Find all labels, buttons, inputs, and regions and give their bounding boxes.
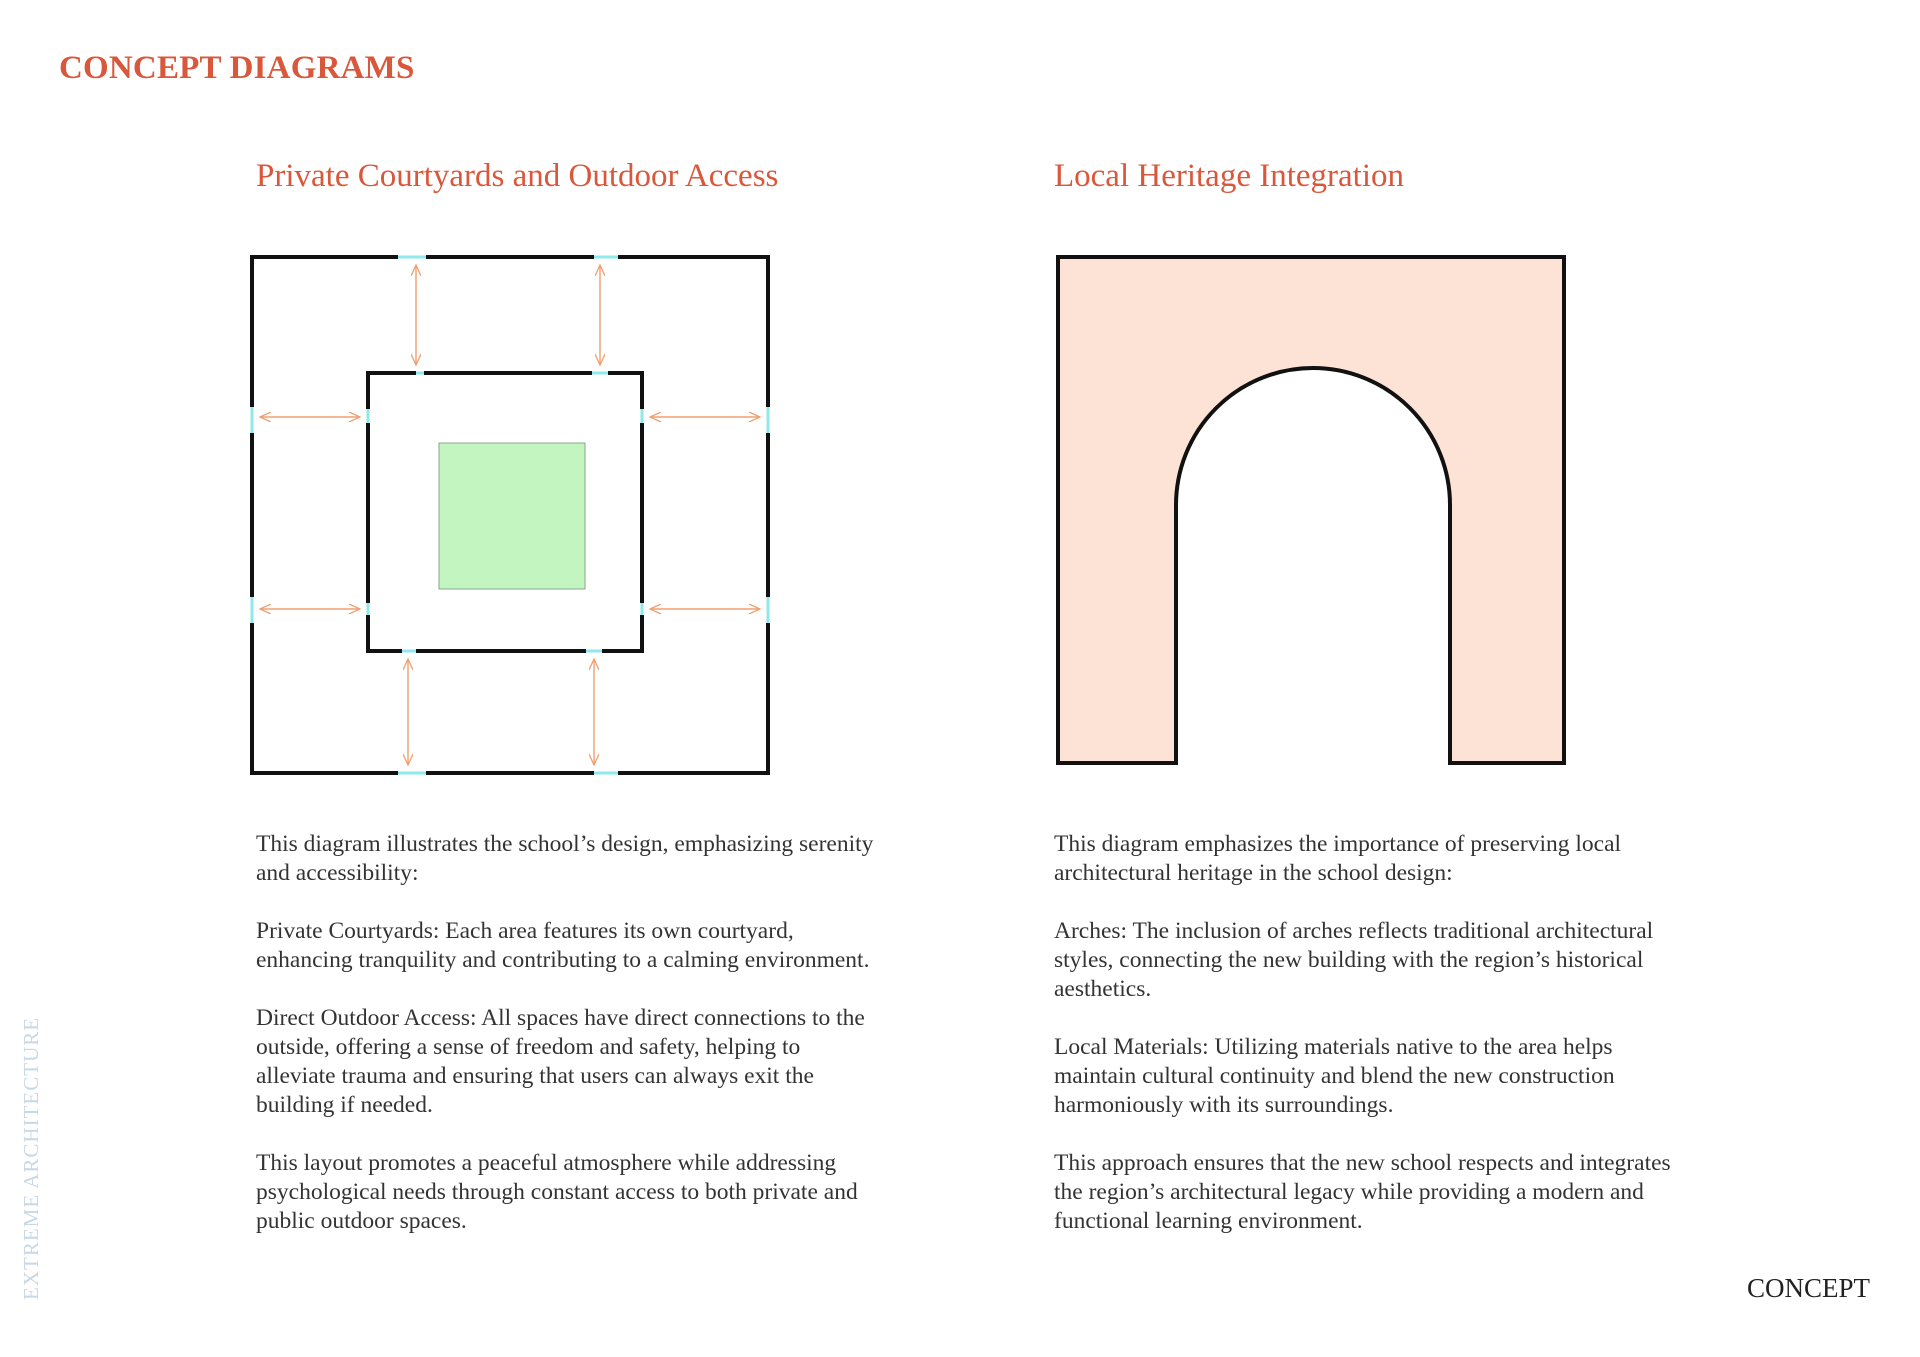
description-paragraph: Direct Outdoor Access: All spaces have direct connections to the outside, offering a sense of freedom and safety, helping to alleviate trauma and ensuring that users can always exit the building if needed. [256,1005,865,1118]
courtyards-diagram-title: Private Courtyards and Outdoor Access [256,158,779,194]
description-paragraph: This layout promotes a peaceful atmosphere while addressing psychological needs through constant access to both private and public outdoor spaces. [256,1150,858,1234]
description-paragraph: Arches: The inclusion of arches reflects traditional architectural styles, connecting the new building with the region’s historical aesthetics. [1054,918,1654,1002]
heritage-arch-diagram [1040,245,1580,785]
description-paragraph: Private Courtyards: Each area features its own courtyard, enhancing tranquility and contributing to a calming environment. [256,918,870,973]
description-paragraph: This approach ensures that the new school respects and integrates the region’s architectural legacy while providing a modern and functional learning environment. [1054,1150,1671,1234]
side-watermark: EXTREME ARCHITECTURE [19,1016,43,1300]
heritage-diagram-title: Local Heritage Integration [1054,158,1404,194]
description-paragraph: Local Materials: Utilizing materials native to the area helps maintain cultural continuity and blend the new construction harmoniously with its surroundings. [1054,1034,1615,1118]
courtyards-description [256,830,876,1265]
description-paragraph: This diagram emphasizes the importance of preserving local architectural heritage in the school design: [1054,831,1622,886]
page-title: CONCEPT DIAGRAMS [59,50,415,86]
courtyard-square [439,443,585,589]
description-paragraph: This diagram illustrates the school’s design, emphasizing serenity and accessibility: [256,831,874,886]
courtyard-access-diagram [240,245,780,785]
footer-section-label: CONCEPT [1746,1273,1870,1303]
arch-shape [1058,257,1564,763]
heritage-description [1054,830,1674,1265]
